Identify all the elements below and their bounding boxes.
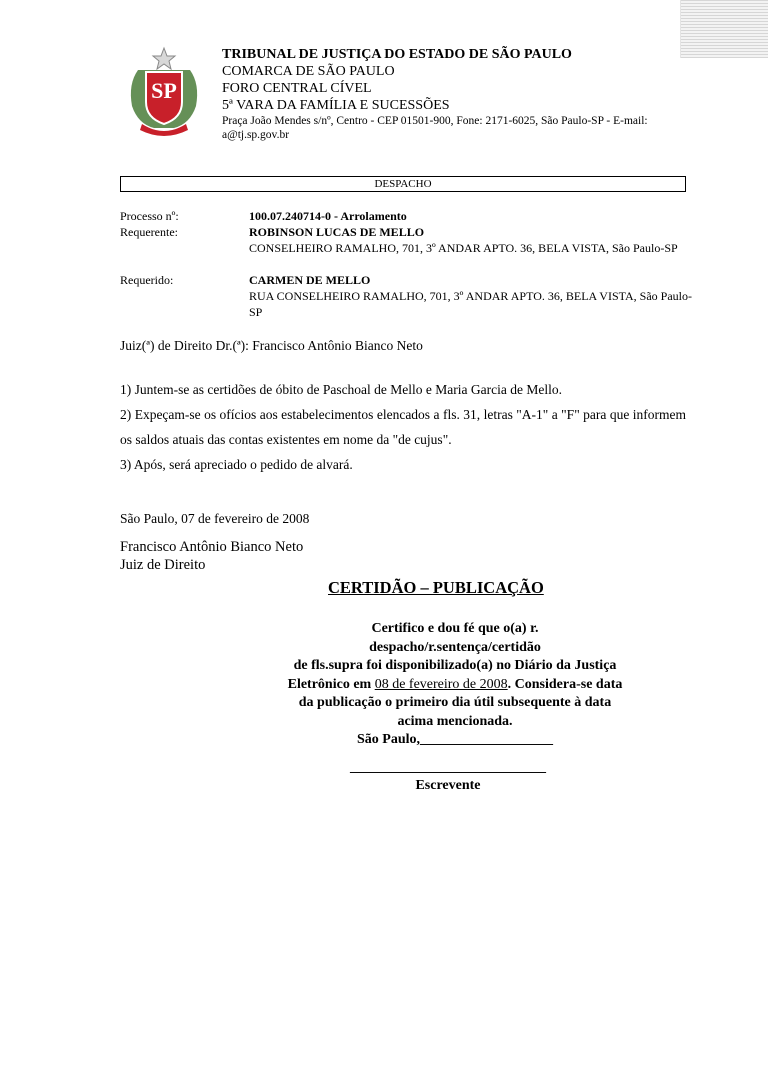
comarca: COMARCA DE SÃO PAULO — [222, 64, 395, 79]
escrevente-label: Escrevente — [415, 778, 481, 793]
court-email: a@tj.sp.gov.br — [222, 129, 290, 141]
document-type-box — [120, 176, 686, 192]
certidao-line-4-post: . Considera-se data — [507, 676, 623, 692]
requerido-name: CARMEN DE MELLO — [249, 273, 371, 287]
certidao-line-7: São Paulo,___________________ — [356, 732, 553, 747]
foro: FORO CENTRAL CÍVEL — [222, 81, 372, 96]
signer-title: Juiz de Direito — [120, 557, 206, 573]
scan-stamp — [680, 0, 768, 58]
signer-name: Francisco Antônio Bianco Neto — [120, 539, 304, 555]
certidao-line-1: Certifico e dou fé que o(a) r. — [371, 621, 539, 636]
signer-block — [120, 538, 686, 574]
certidao-line-4-pre: Eletrônico em — [287, 676, 372, 692]
certidao-line-2: despacho/r.sentença/certidão — [369, 639, 541, 655]
signature-line: ____________________________ — [350, 760, 546, 775]
judge-line: Juiz(ª) de Direito Dr.(ª): Francisco Antônio Bianco Neto — [120, 338, 423, 353]
court-address: Praça João Mendes s/nº, Centro - CEP 01501-900, Fone: 2171-6025, São Paulo-SP - E-mail: — [222, 115, 648, 127]
certidao-line-3: de fls.supra foi disponibilizado(a) no Diário da Justiça — [293, 658, 617, 673]
processo-value: 100.07.240714-0 - Arrolamento — [249, 209, 407, 223]
requerente-name: ROBINSON LUCAS DE MELLO — [249, 225, 425, 239]
item-3: 3) Após, será apreciado o pedido de alvará. — [120, 457, 353, 472]
svg-text:SP: SP — [151, 78, 177, 103]
item-2: 2) Expeçam-se os ofícios aos estabelecimentos elencados a fls. 31, letras "A-1" a "F" para que informem os saldos atuais das contas existentes em nome da "de cujus". — [120, 407, 686, 447]
requerente-address: CONSELHEIRO RAMALHO, 701, 3º ANDAR APTO. 36, BELA VISTA, São Paulo-SP — [249, 241, 678, 255]
sp-coat-of-arms-logo — [124, 44, 204, 140]
requerente-label: Requerente: — [120, 225, 178, 239]
certidao-body — [250, 620, 660, 750]
document-type: DESPACHO — [374, 178, 432, 190]
vara: 5ª VARA DA FAMÍLIA E SUCESSÕES — [222, 98, 450, 113]
item-1: 1) Juntem-se as certidões de óbito de Paschoal de Mello e Maria Garcia de Mello. — [120, 382, 562, 397]
court-name: TRIBUNAL DE JUSTIÇA DO ESTADO DE SÃO PAULO — [222, 47, 572, 62]
requerido-label: Requerido: — [120, 273, 174, 287]
publication-date: 08 de fevereiro de 2008 — [374, 676, 508, 692]
certidao-line-4 — [250, 676, 660, 695]
certidao-line-5: da publicação o primeiro dia útil subsequente à data — [298, 695, 612, 710]
certidao-title: CERTIDÃO – PUBLICAÇÃO — [328, 578, 544, 597]
certidao-line-6: acima mencionada. — [397, 713, 513, 729]
requerido-address: RUA CONSELHEIRO RAMALHO, 701, 3º ANDAR APTO. 36, BELA VISTA, São Paulo-SP — [249, 289, 693, 319]
place-date: São Paulo, 07 de fevereiro de 2008 — [120, 511, 310, 526]
processo-label: Processo nº: — [120, 209, 179, 223]
court-header — [222, 46, 648, 142]
